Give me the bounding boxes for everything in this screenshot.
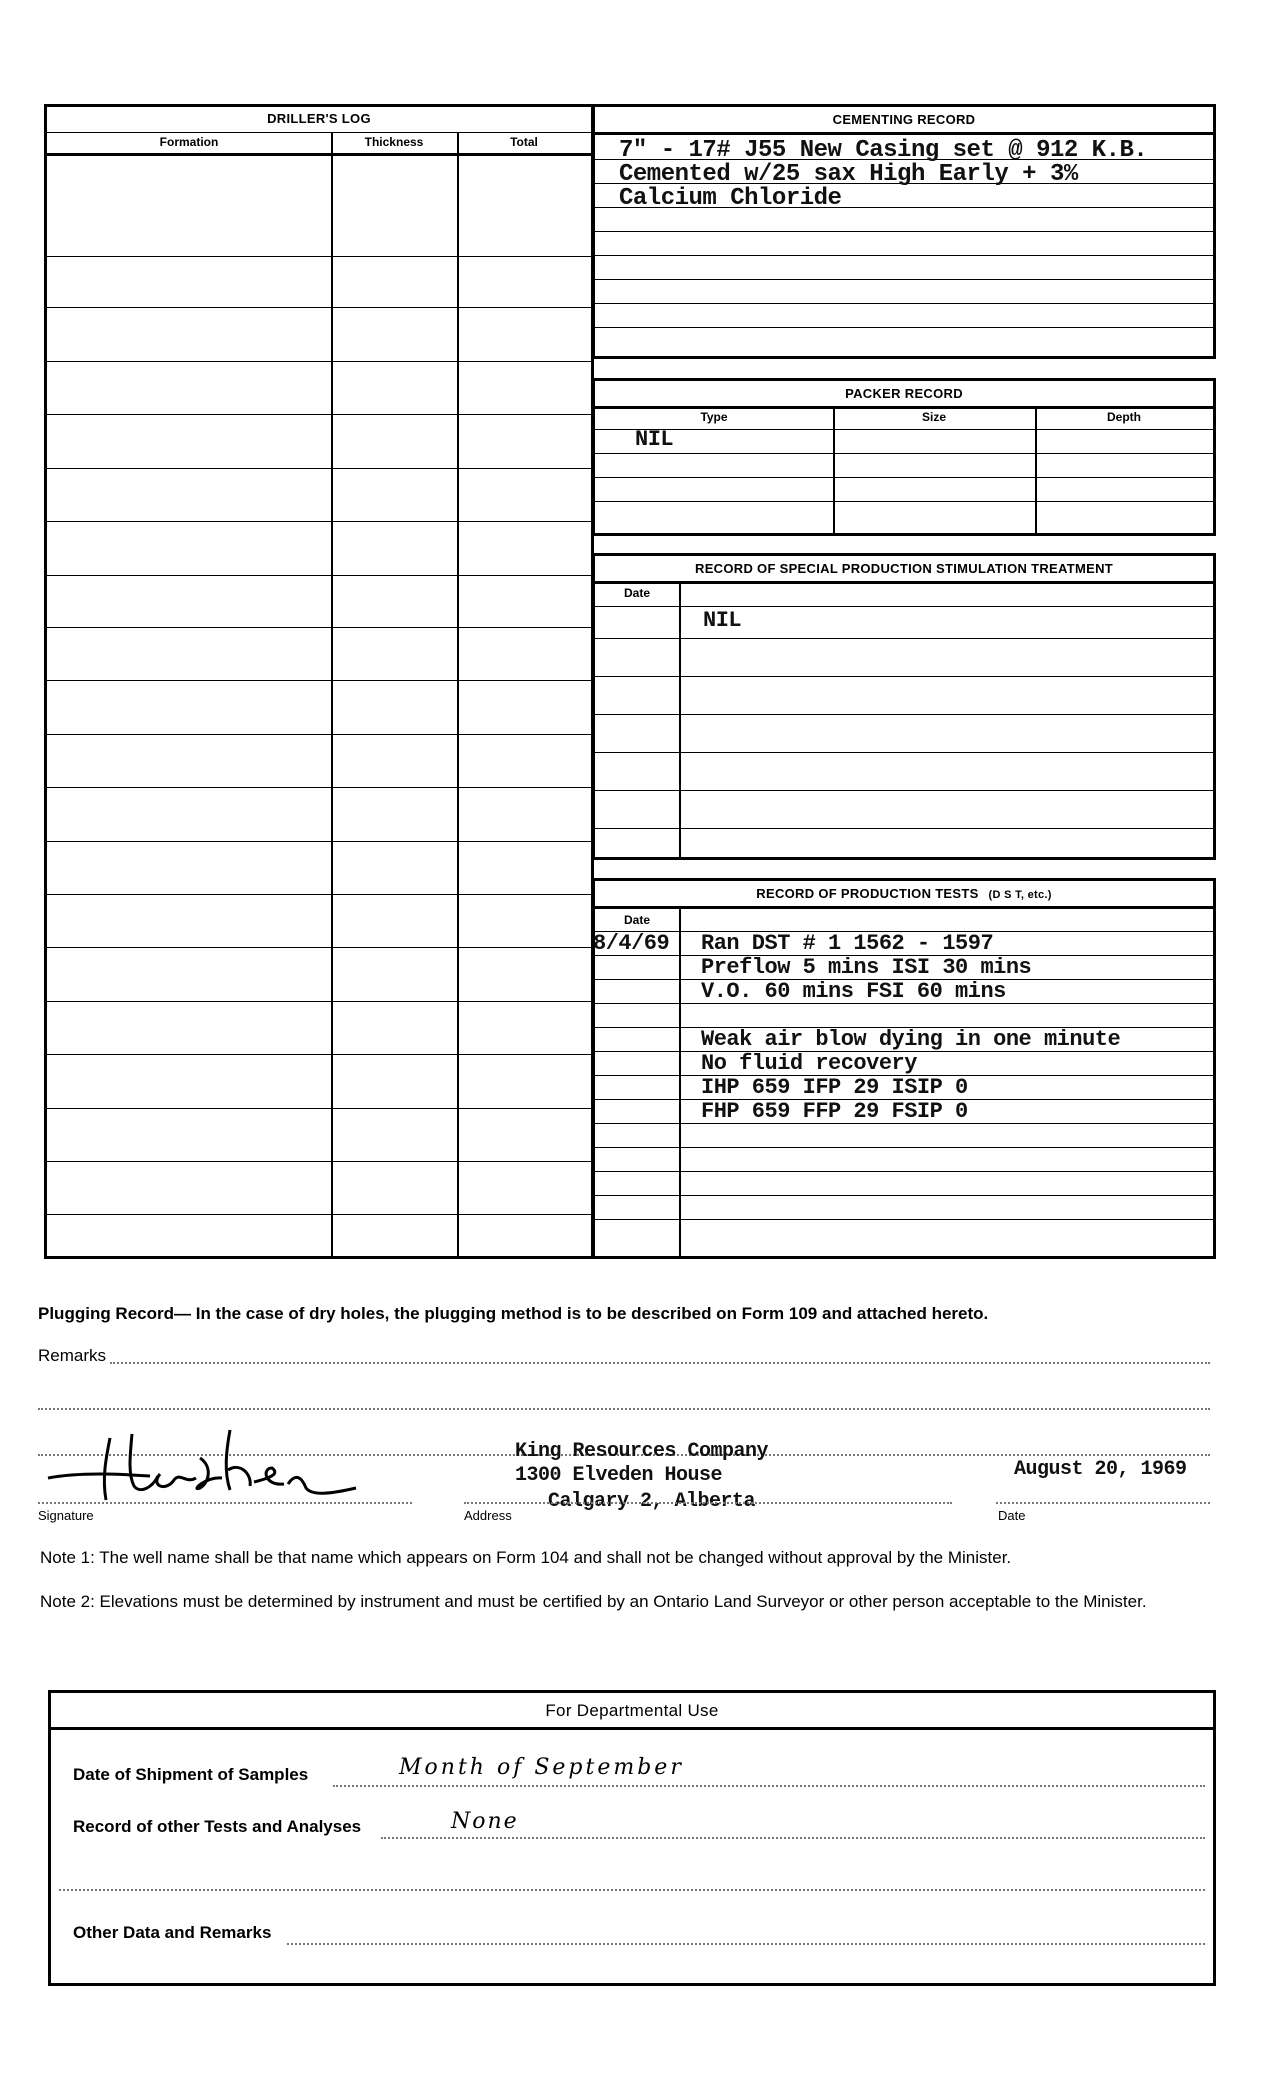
signature-label: Signature [38, 1508, 94, 1523]
column-total: Total [510, 135, 538, 149]
log-row-line [47, 307, 591, 308]
column-depth: Depth [1107, 410, 1141, 424]
log-row-line [47, 787, 591, 788]
production-date-label: Date [623, 913, 650, 927]
log-row-line [47, 894, 591, 895]
other-tests-label: Record of other Tests and Analyses [73, 1817, 362, 1836]
log-row-line [47, 1161, 591, 1162]
stimulation-date-label: Date [623, 586, 650, 600]
note-2: Note 2: Elevations must be determined by instrument and must be certified by an Ontario Land Surveyor or other person acceptable to the Minister. [40, 1592, 1147, 1611]
column-formation: Formation [159, 135, 219, 149]
address-line-2: 1300 Elveden House [515, 1464, 723, 1487]
log-row-line [47, 1054, 591, 1055]
production-line-6: No fluid recovery [701, 1051, 917, 1076]
plugging-record-text: — In the case of dry holes, the plugging method is to be described on Form 109 and attached hereto. [174, 1304, 989, 1323]
drillers-log-title: DRILLER'S LOG [267, 111, 371, 126]
log-row-line [47, 256, 591, 257]
log-row-line [47, 575, 591, 576]
shipment-label: Date of Shipment of Samples [73, 1765, 309, 1784]
production-line-7: IHP 659 IFP 29 ISIP 0 [701, 1075, 968, 1100]
log-row-line [47, 361, 591, 362]
drillers-log-table [44, 104, 594, 1259]
cementing-line-3: Calcium Chloride [619, 185, 842, 212]
stimulation-title: RECORD OF SPECIAL PRODUCTION STIMULATION TREATMENT [695, 561, 1113, 576]
log-row-line [47, 947, 591, 948]
column-size: Size [921, 410, 946, 424]
packer-record-table [592, 378, 1216, 536]
date-value: August 20, 1969 [1014, 1458, 1187, 1481]
log-row-line [47, 1214, 591, 1215]
other-data-label: Other Data and Remarks [73, 1923, 272, 1942]
address-line-3: Calgary 2, Alberta [548, 1490, 756, 1513]
column-type: Type [700, 410, 728, 424]
log-row-line [47, 734, 591, 735]
shipment-value: Month of September [399, 1755, 684, 1780]
production-line-5: Weak air blow dying in one minute [701, 1027, 1121, 1052]
cementing-line-1: 7" - 17# J55 New Casing set @ 912 K.B. [619, 137, 1148, 164]
production-line-2: Preflow 5 mins ISI 30 mins [701, 955, 1032, 980]
log-row-line [47, 841, 591, 842]
production-test-date: 8/4/69 [593, 931, 670, 956]
departmental-use-box [48, 1690, 1216, 1986]
production-line-8: FHP 659 FFP 29 FSIP 0 [701, 1099, 968, 1124]
log-row-line [47, 680, 591, 681]
plugging-record-label: Plugging Record [38, 1304, 174, 1323]
cementing-line-2: Cemented w/25 sax High Early + 3% [619, 161, 1078, 188]
cementing-record-title: CEMENTING RECORD [832, 112, 976, 127]
production-line-1: Ran DST # 1 1562 - 1597 [701, 931, 994, 956]
other-tests-value: None [451, 1809, 519, 1834]
log-row-line [47, 468, 591, 469]
plugging-record [38, 1304, 988, 1324]
log-row-line [47, 1108, 591, 1109]
address-line-1: King Resources Company [515, 1440, 769, 1463]
signature-image [40, 1428, 370, 1508]
remarks-label: Remarks [38, 1346, 107, 1365]
stimulation-table [592, 553, 1216, 860]
log-row-line [47, 1001, 591, 1002]
production-tests-table [592, 878, 1216, 1259]
packer-record-title: PACKER RECORD [845, 386, 963, 401]
log-row-line [47, 414, 591, 415]
production-line-3: V.O. 60 mins FSI 60 mins [701, 979, 1006, 1004]
note-1: Note 1: The well name shall be that name which appears on Form 104 and shall not be changed without approval by the Minister. [40, 1548, 1012, 1567]
production-tests-title [595, 886, 1213, 901]
log-row-line [47, 521, 591, 522]
stimulation-value: NIL [703, 608, 742, 633]
departmental-title: For Departmental Use [545, 1701, 719, 1720]
cementing-record-table [592, 104, 1216, 359]
date-label: Date [998, 1508, 1026, 1523]
address-label: Address [464, 1508, 512, 1523]
column-thickness: Thickness [364, 135, 424, 149]
packer-value: NIL [635, 427, 674, 452]
log-row-line [47, 627, 591, 628]
production-tests-title-suffix: (D S T, etc.) [988, 889, 1052, 901]
production-tests-title-text: RECORD OF PRODUCTION TESTS [756, 886, 979, 901]
